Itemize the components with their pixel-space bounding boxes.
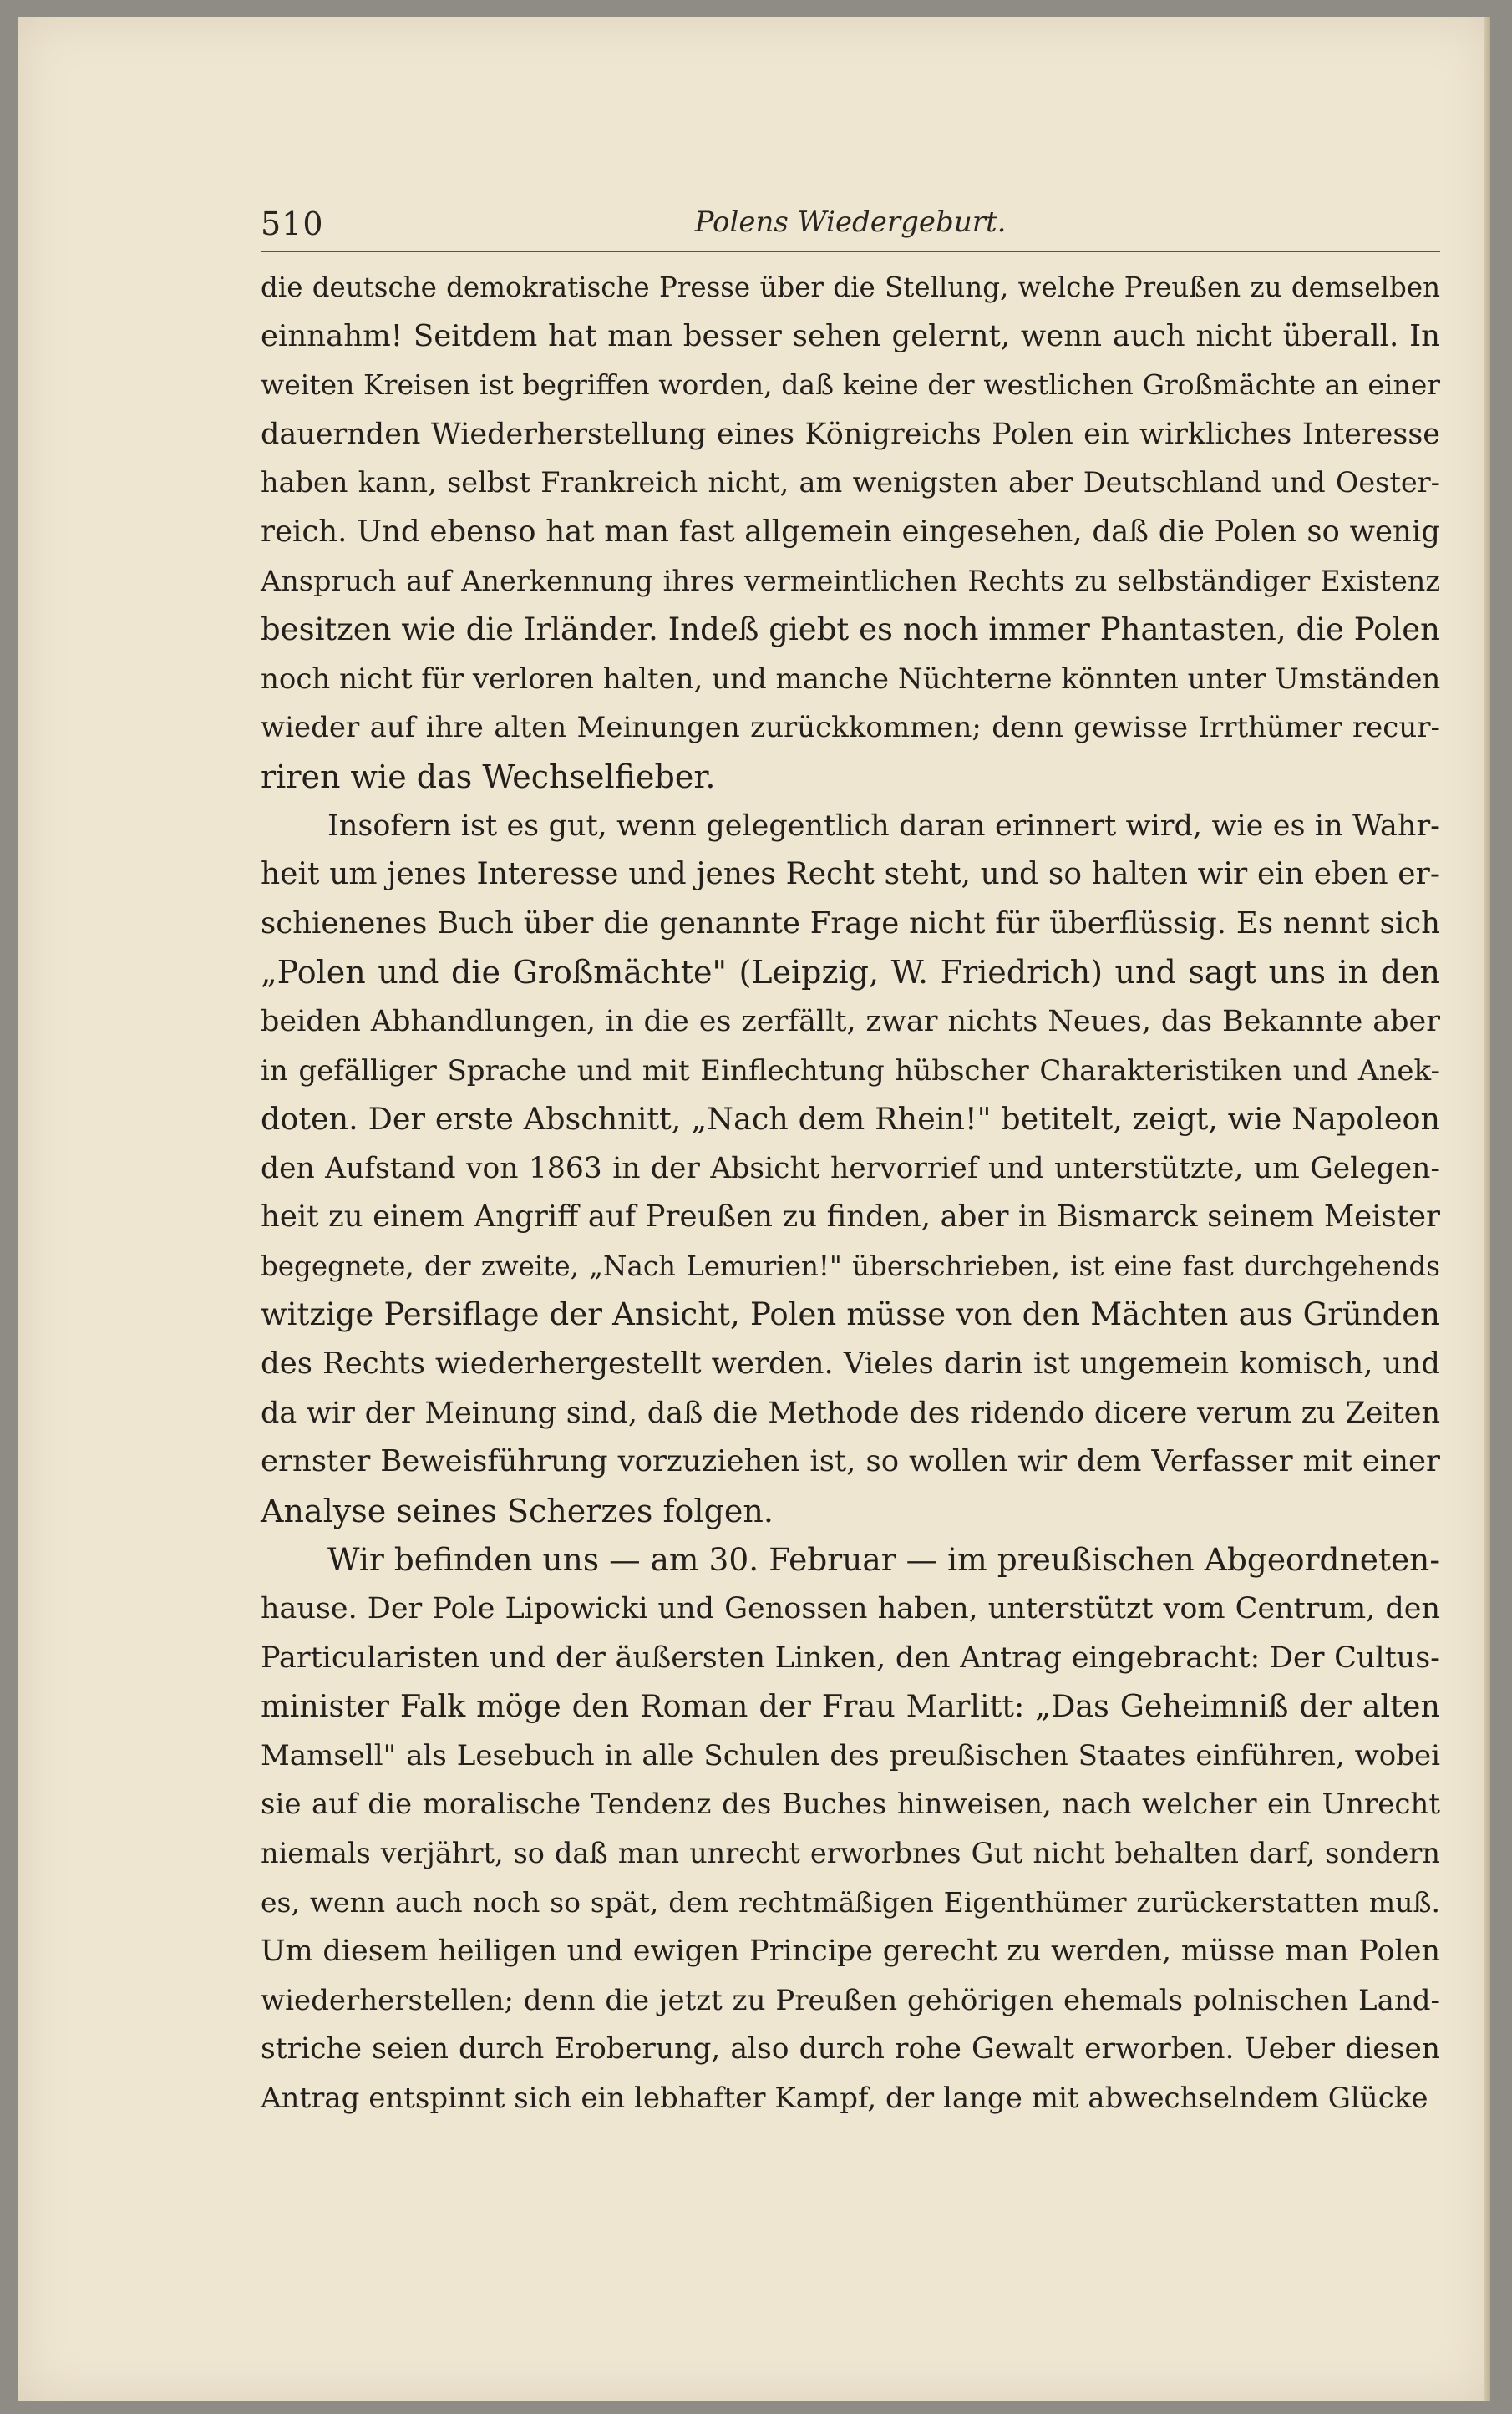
text-line: „Polen und die Großmächte" (Leipzig, W. Friedrich) und sagt uns in den xyxy=(261,954,1440,991)
text-line: sie auf die moralische Tendenz des Buches hinweisen, nach welcher ein Unrecht xyxy=(261,1788,1440,1822)
text-line: wieder auf ihre alten Meinungen zurückkommen; denn gewisse Irrthümer recur- xyxy=(261,711,1440,745)
text-line: doten. Der erste Abschnitt, „Nach dem Rhein!" betitelt, zeigt, wie Napoleon xyxy=(261,1101,1440,1138)
text-line: des Rechts wiederhergestellt werden. Vieles darin ist ungemein komisch, und xyxy=(261,1346,1440,1382)
text-line: beiden Abhandlungen, in die es zerfällt, zwar nichts Neues, das Bekannte aber xyxy=(261,1004,1440,1038)
text-line: in gefälliger Sprache und mit Einflechtung hübscher Charakteristiken und Anek- xyxy=(261,1053,1440,1088)
paragraph xyxy=(261,802,1440,1536)
text-line: Analyse seines Scherzes folgen. xyxy=(261,1492,774,1529)
text-line: heit zu einem Angriff auf Preußen zu finden, aber in Bismarck seinem Meister xyxy=(261,1199,1440,1235)
text-line: noch nicht für verloren halten, und manche Nüchterne könnten unter Umständen xyxy=(261,662,1441,696)
text-line: hause. Der Pole Lipowicki und Genossen haben, unterstützt vom Centrum, den xyxy=(261,1592,1440,1626)
text-line: Um diesem heiligen und ewigen Principe gerecht zu werden, müsse man Polen xyxy=(261,1935,1440,1969)
text-line: ernster Beweisführung vorzuziehen ist, so wollen wir dem Verfasser mit einer xyxy=(261,1444,1440,1479)
text-line: den Aufstand von 1863 in der Absicht hervorrief und unterstützte, um Gelegen- xyxy=(261,1151,1440,1185)
page-number: 510 xyxy=(261,205,324,242)
body-text xyxy=(261,263,1440,2123)
text-line: Particularisten und der äußersten Linken, den Antrag eingebracht: Der Cultus- xyxy=(261,1641,1440,1675)
text-line: niemals verjährt, so daß man unrecht erworbnes Gut nicht behalten darf, sondern xyxy=(261,1837,1440,1869)
text-line: reich. Und ebenso hat man fast allgemein eingesehen, daß die Polen so wenig xyxy=(261,514,1440,549)
text-line: wiederherstellen; denn die jetzt zu Preußen gehörigen ehemals polnischen Land- xyxy=(261,1983,1440,2017)
page-edge xyxy=(1484,17,1490,2401)
text-line: schienenes Buch über die genannte Frage nicht für überflüssig. Es nennt sich xyxy=(261,905,1440,941)
text-line: es, wenn auch noch so spät, dem rechtmäßigen Eigenthümer zurückerstatten muß. xyxy=(261,1885,1440,1919)
text-line: riren wie das Wechselfieber. xyxy=(261,758,716,795)
text-line: heit um jenes Interesse und jenes Recht steht, und so halten wir ein eben er- xyxy=(261,857,1440,892)
text-line: witzige Persiflage der Ansicht, Polen müsse von den Mächten aus Gründen xyxy=(261,1296,1440,1333)
text-line: weiten Kreisen ist begriffen worden, daß keine der westlichen Großmächte an einer xyxy=(261,368,1440,402)
page-header xyxy=(261,200,1440,251)
text-line: Antrag entspinnt sich ein lebhafter Kampf, der lange mit abwechselndem Glücke xyxy=(261,2081,1428,2115)
text-line: dauernden Wiederherstellung eines Königreichs Polen ein wirkliches Interesse xyxy=(261,417,1440,451)
text-line: begegnete, der zweite, „Nach Lemurien!" überschrieben, ist eine fast durchgehends xyxy=(261,1250,1440,1282)
header-rule xyxy=(261,251,1440,252)
text-line: Anspruch auf Anerkennung ihres vermeintlichen Rechts zu selbständiger Existenz xyxy=(261,564,1440,597)
paragraph xyxy=(261,263,1440,802)
text-line: haben kann, selbst Frankreich nicht, am wenigsten aber Deutschland und Oester- xyxy=(261,466,1440,500)
text-line: da wir der Meinung sind, daß die Methode des ridendo dicere verum zu Zeiten xyxy=(261,1396,1440,1430)
text-line: die deutsche demokratische Presse über die Stellung, welche Preußen zu demselben xyxy=(261,271,1440,303)
text-line: Insofern ist es gut, wenn gelegentlich daran erinnert wird, wie es in Wahr- xyxy=(327,809,1440,843)
running-title: Polens Wiedergeburt. xyxy=(694,205,1007,239)
text-line: Mamsell" als Lesebuch in alle Schulen des preußischen Staates einführen, wobei xyxy=(261,1738,1440,1772)
text-line: minister Falk möge den Roman der Frau Marlitt: „Das Geheimniß der alten xyxy=(261,1688,1440,1725)
text-line: Wir befinden uns — am 30. Februar — im preußischen Abgeordneten- xyxy=(327,1541,1440,1579)
paragraph xyxy=(261,1535,1440,2122)
text-line: einnahm! Seitdem hat man besser sehen gelernt, wenn auch nicht überall. In xyxy=(261,318,1440,353)
text-line: striche seien durch Eroberung, also durch rohe Gewalt erworben. Ueber diesen xyxy=(261,2032,1440,2067)
text-line: besitzen wie die Irländer. Indeß giebt es noch immer Phantasten, die Polen xyxy=(261,611,1440,648)
